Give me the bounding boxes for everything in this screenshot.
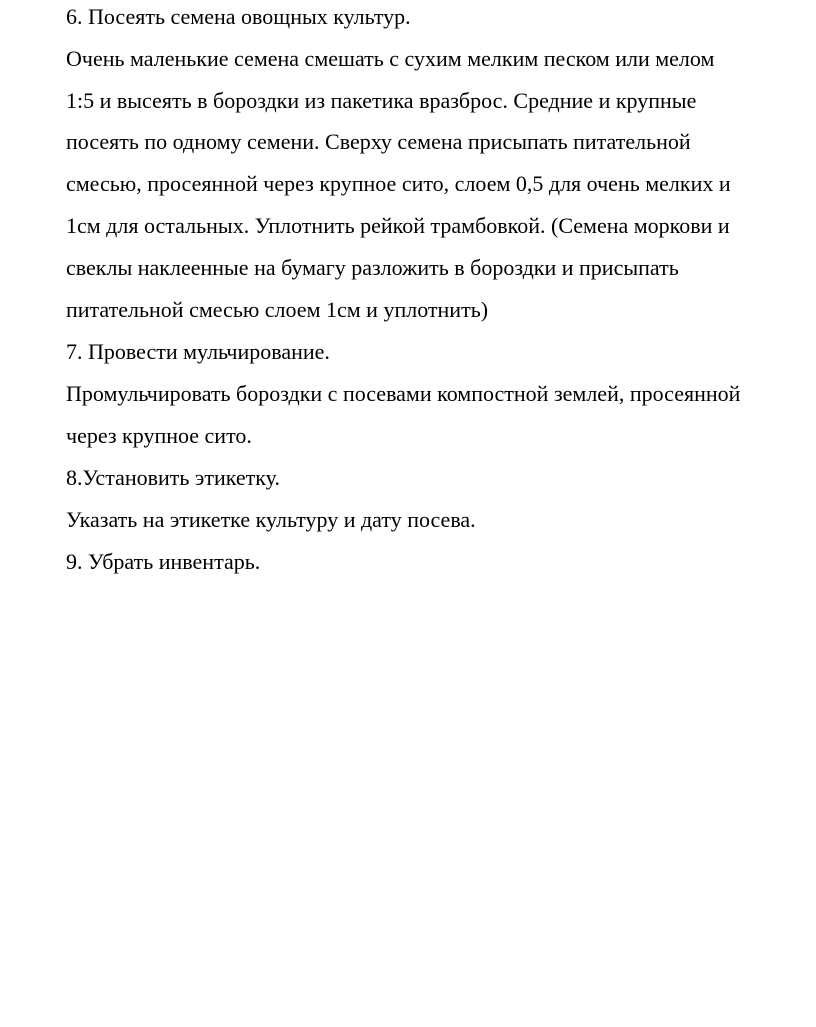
step-7-text-line: Промульчировать бороздки с посевами компостной землей, просеянной — [66, 381, 741, 406]
step-6-text-line: свеклы наклеенные на бумагу разложить в бороздки и присыпать — [66, 255, 679, 280]
step-9-heading: 9. Убрать инвентарь. — [66, 549, 261, 574]
step-7-heading: 7. Провести мульчирование. — [66, 339, 330, 364]
step-6-text-line: посеять по одному семени. Сверху семена присыпать питательной — [66, 129, 691, 154]
step-6-text-line: 1:5 и высеять в бороздки из пакетика вразброс. Средние и крупные — [66, 88, 697, 113]
step-7-text-line: через крупное сито. — [66, 423, 252, 448]
step-6-text-line: Очень маленькие семена смешать с сухим мелким песком или мелом — [66, 46, 715, 71]
step-8-heading: 8.Установить этикетку. — [66, 465, 280, 490]
step-6-text-line: смесью, просеянной через крупное сито, слоем 0,5 для очень мелких и — [66, 171, 731, 196]
step-6-text-line: 1см для остальных. Уплотнить рейкой трамбовкой. (Семена моркови и — [66, 213, 730, 238]
step-6-text-line: питательной смесью слоем 1см и уплотнить) — [66, 297, 489, 322]
step-8-text-line: Указать на этикетке культуру и дату посева. — [66, 507, 476, 532]
step-6-heading: 6. Посеять семена овощных культур. — [66, 4, 411, 29]
